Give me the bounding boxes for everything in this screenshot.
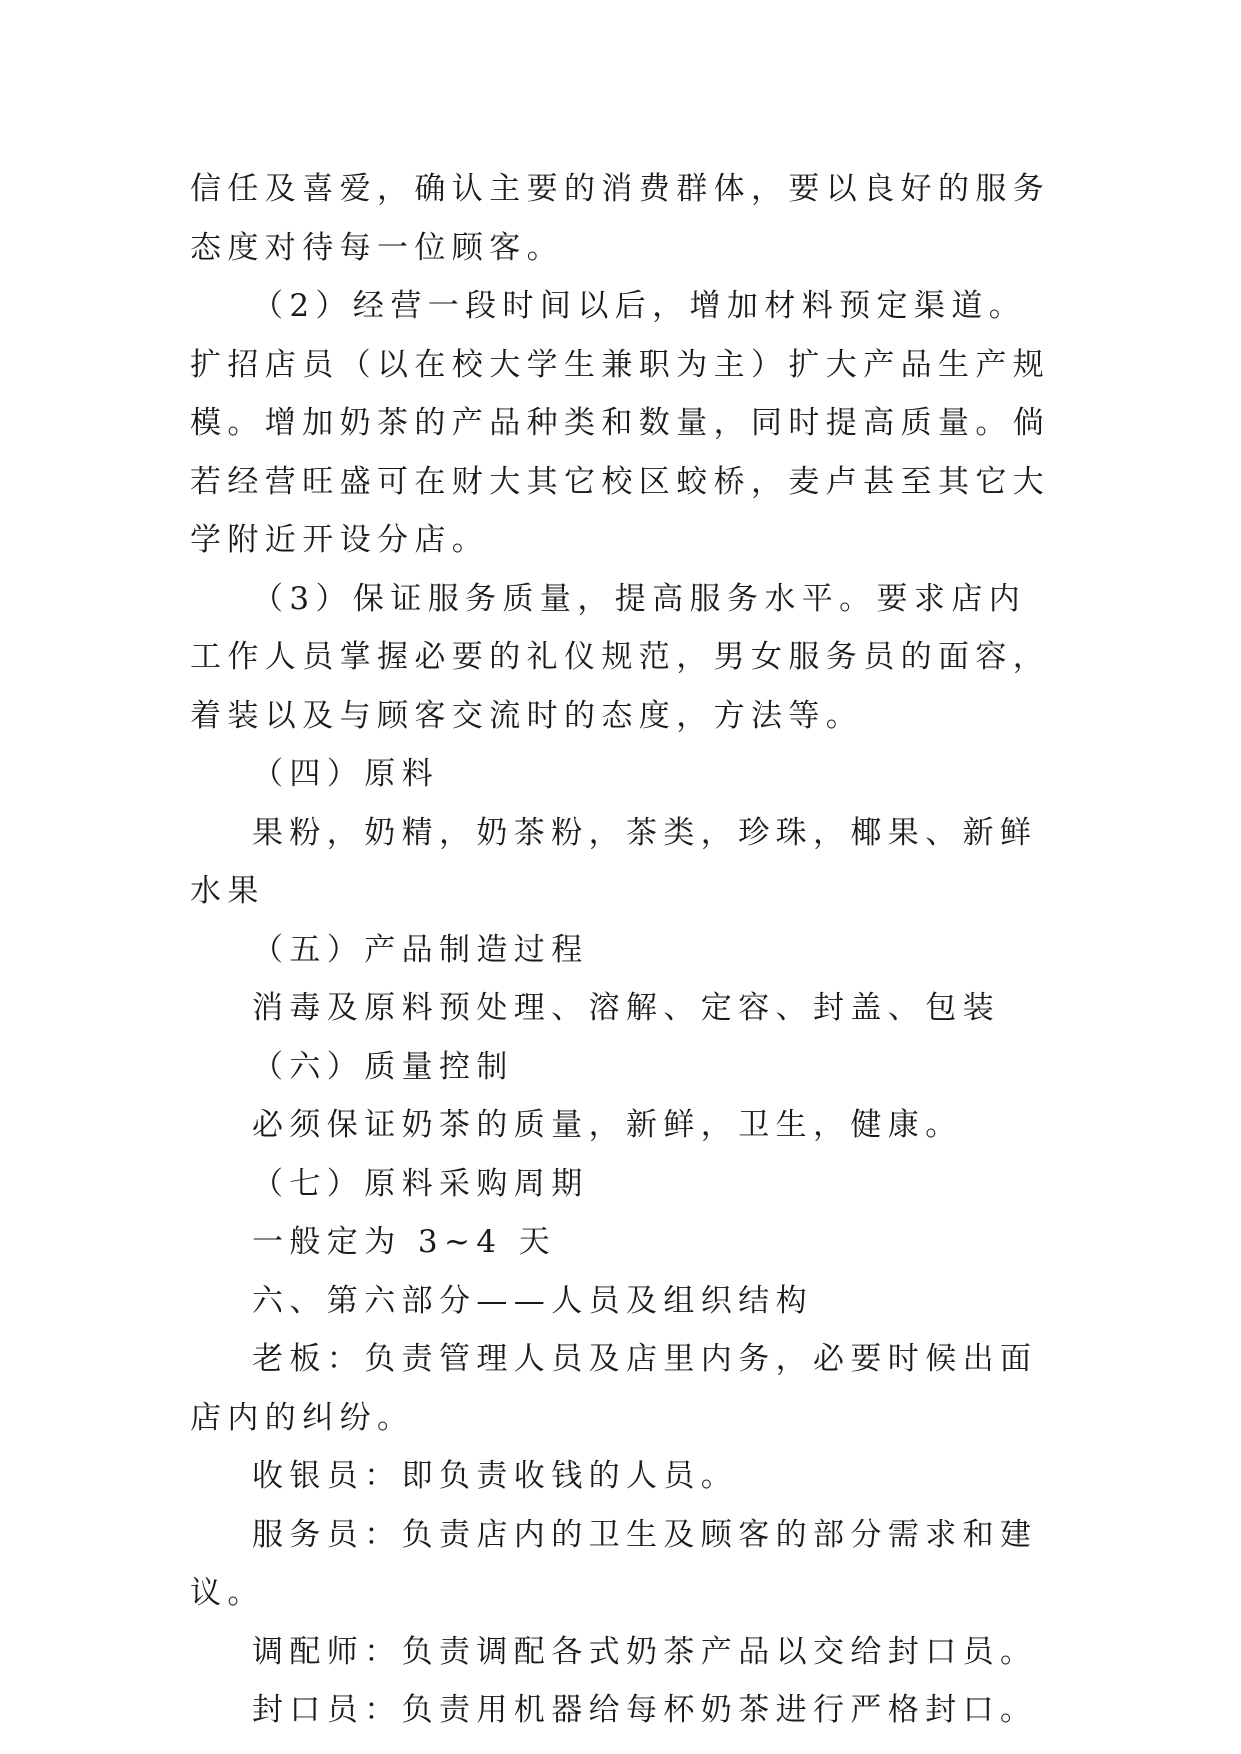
paragraph-continuation: 信任及喜爱，确认主要的消费群体，要以良好的服务态度对待每一位顾客。 — [190, 171, 1051, 266]
heading-quality-control: （六）质量控制 — [252, 1048, 514, 1085]
paragraph-quality-control: 必须保证奶茶的质量，新鲜，卫生，健康。 — [252, 1107, 963, 1143]
paragraph-role-cashier: 收银员：即负责收钱的人员。 — [252, 1458, 739, 1494]
heading-part-six-personnel: 六、第六部分——人员及组织结构 — [252, 1282, 813, 1319]
document-body — [190, 160, 1056, 1740]
paragraph-role-boss: 老板：负责管理人员及店里内务，必要时候出面店内的纠纷。 — [190, 1341, 1038, 1436]
heading-raw-materials: （四）原料 — [252, 756, 439, 792]
heading-purchase-cycle: （七）原料采购周期 — [252, 1165, 589, 1202]
heading-manufacturing-process: （五）产品制造过程 — [252, 931, 589, 968]
paragraph-raw-materials: 果粉，奶精，奶茶粉，茶类，珍珠，椰果、新鲜水果 — [190, 814, 1038, 909]
paragraph-service-quality: （3）保证服务质量，提高服务水平。要求店内工作人员掌握必要的礼仪规范，男女服务员的面容，着装以及与顾客交流时的态度，方法等。 — [190, 580, 1051, 734]
paragraph-purchase-cycle: 一般定为 3~4 天 — [252, 1224, 557, 1260]
paragraph-role-waiter: 服务员：负责店内的卫生及顾客的部分需求和建议。 — [190, 1516, 1038, 1611]
paragraph-role-sealer: 封口员：负责用机器给每杯奶茶进行严格封口。 — [252, 1692, 1038, 1728]
paragraph-manufacturing-process: 消毒及原料预处理、溶解、定容、封盖、包装 — [252, 990, 1000, 1026]
paragraph-role-mixer: 调配师：负责调配各式奶茶产品以交给封口员。 — [252, 1633, 1038, 1670]
paragraph-expansion-plan: （2）经营一段时间以后，增加材料预定渠道。扩招店员（以在校大学生兼职为主）扩大产品生产规模。增加奶茶的产品种类和数量，同时提高质量。倘若经营旺盛可在财大其它校区蛟桥，麦卢甚至其它大学附近开设分店。 — [190, 288, 1051, 558]
